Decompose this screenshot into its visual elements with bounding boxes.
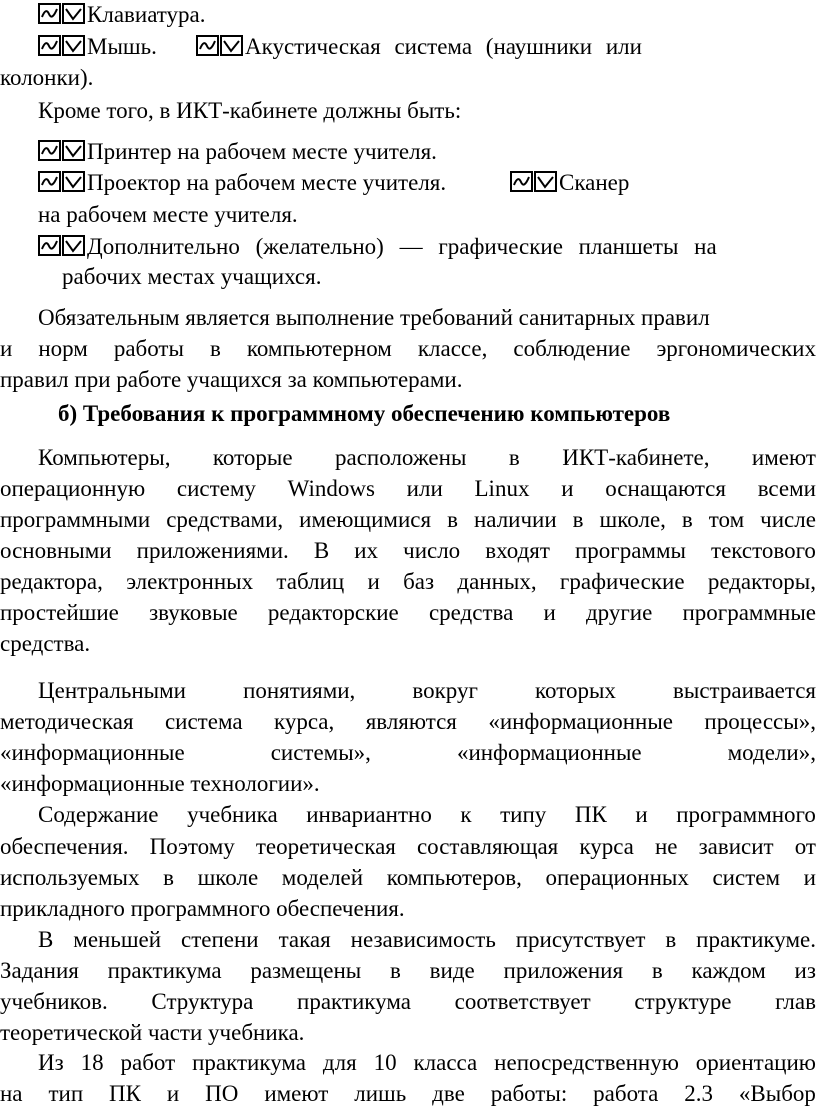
word: том	[708, 507, 745, 532]
word: Linux	[474, 476, 530, 501]
word: работы:	[490, 1081, 568, 1106]
word: модели»,	[727, 740, 816, 765]
bullet-speakers: Акустическая система (наушники или	[196, 32, 700, 62]
word: и	[367, 569, 380, 594]
word: графические	[559, 569, 685, 594]
word: типу	[500, 802, 547, 827]
word: средствами,	[166, 507, 284, 532]
word: глав	[775, 989, 816, 1014]
word: выстраивается	[673, 678, 816, 703]
word: средства	[428, 600, 514, 625]
word: числе	[760, 507, 816, 532]
word: зависит	[698, 834, 774, 859]
para-works-line	[38, 1048, 816, 1078]
word: ИКТ-кабинете,	[562, 445, 710, 470]
word: практикума	[107, 958, 222, 983]
para-concepts-line	[0, 707, 816, 737]
word: программными	[0, 507, 151, 532]
word: программные	[682, 600, 816, 625]
bullet-extra-cont: рабочих местах учащихся.	[62, 264, 322, 289]
word: размещены	[250, 958, 362, 983]
word: В	[38, 927, 54, 952]
word: Windows	[287, 476, 375, 501]
word: имеют	[751, 445, 816, 470]
word: теоретическая	[255, 834, 396, 859]
bullet-mouse: Мышь.	[38, 32, 157, 62]
word: Центральными	[38, 678, 186, 703]
bullet-printer: Принтер на рабочем месте учителя.	[38, 137, 437, 167]
word: независимость	[350, 927, 496, 952]
word: Задания	[0, 958, 79, 983]
word: моделей	[281, 865, 364, 890]
word: приложения	[503, 958, 624, 983]
word: в	[572, 507, 584, 532]
word: программного	[676, 802, 816, 827]
word: их	[354, 538, 379, 563]
word: или	[406, 476, 443, 501]
word: учебника	[187, 802, 278, 827]
word: понятиями,	[243, 678, 356, 703]
word: школе	[197, 865, 259, 890]
word: тип	[48, 1081, 84, 1106]
checkbox-icon	[196, 35, 244, 57]
word: практикума	[192, 1050, 306, 1075]
word: виде	[429, 958, 475, 983]
word: непосредственную	[494, 1050, 679, 1075]
bullet-keyboard: Клавиатура.	[38, 0, 206, 30]
word: Содержание	[38, 802, 159, 827]
word: работы	[113, 336, 184, 361]
word: присутствует	[515, 927, 646, 952]
word: ПО	[205, 1081, 239, 1106]
word: компьютерном	[246, 336, 392, 361]
word: от	[794, 834, 816, 859]
word: всеми	[757, 476, 816, 501]
word: «информационные	[488, 709, 673, 734]
para-content-line	[38, 800, 816, 830]
bullet-speakers-cont: колонки).	[0, 65, 94, 90]
checkbox-icon	[38, 3, 86, 25]
word: системы»,	[270, 740, 371, 765]
word: соответствует	[454, 989, 591, 1014]
para-software-line	[0, 474, 816, 504]
bullet-extra: Дополнительно (желательно) — графические планшеты на	[38, 232, 816, 262]
word: которые	[212, 445, 293, 470]
word: редакторы,	[707, 569, 816, 594]
word: редакторские	[267, 600, 399, 625]
word: не	[654, 834, 678, 859]
word: и	[543, 600, 556, 625]
word: работ	[120, 1050, 176, 1075]
word: в	[447, 507, 458, 532]
para-concepts-line: «информационные технологии».	[0, 771, 320, 796]
word: «Выбор	[738, 1081, 816, 1106]
checkbox-icon	[510, 171, 558, 193]
word: простейшие	[0, 600, 119, 625]
word: оснащаются	[605, 476, 726, 501]
word: ПК	[109, 1081, 141, 1106]
bullet-scanner: Сканер	[510, 168, 629, 198]
word: данных,	[457, 569, 537, 594]
word: курса,	[273, 709, 335, 734]
list-intro: Кроме того, в ИКТ-кабинете должны быть:	[38, 98, 462, 123]
word: звуковые	[149, 600, 238, 625]
word: программы	[574, 538, 686, 563]
para-content-line	[0, 832, 816, 862]
word: и	[561, 476, 574, 501]
word: другие	[585, 600, 653, 625]
word: Структура	[151, 989, 254, 1014]
word: составляющая	[416, 834, 559, 859]
word: которых	[535, 678, 616, 703]
word: процессы»,	[704, 709, 816, 734]
word: две	[432, 1081, 465, 1106]
word: к	[460, 802, 472, 827]
word: на	[0, 1081, 23, 1106]
para-sanitary-line	[0, 334, 816, 364]
word: входят	[485, 538, 550, 563]
para-concepts-line	[0, 738, 816, 768]
word: расположены	[335, 445, 467, 470]
word: лишь	[354, 1081, 407, 1106]
word: школе,	[599, 507, 666, 532]
word: используемых	[0, 865, 140, 890]
word: классе,	[417, 336, 488, 361]
word: в	[651, 958, 663, 983]
word: имеют	[264, 1081, 329, 1106]
word: число	[403, 538, 461, 563]
word: такая	[278, 927, 331, 952]
word: в	[508, 445, 520, 470]
word: каждом	[691, 958, 766, 983]
word: практикума	[297, 989, 411, 1014]
word: обеспечения.	[0, 834, 129, 859]
word: баз	[403, 569, 435, 594]
para-software-line: средства.	[0, 631, 91, 656]
word: 2.3	[684, 1081, 713, 1106]
section-heading: б) Требования к программному обеспечению компьютеров	[58, 401, 671, 426]
word: таблиц	[276, 569, 345, 594]
word: систему	[176, 476, 256, 501]
word: и	[166, 1081, 180, 1106]
word: в	[209, 336, 221, 361]
word: приложениями.	[136, 538, 289, 563]
word: «информационные	[0, 740, 185, 765]
word: и	[0, 336, 13, 361]
word: текстового	[711, 538, 816, 563]
word: Поэтому	[149, 834, 235, 859]
word: инвариантно	[306, 802, 432, 827]
word: вокруг	[412, 678, 478, 703]
word: систем	[712, 865, 781, 890]
para-software-line	[0, 598, 816, 628]
word: и	[635, 802, 648, 827]
word: операционную	[0, 476, 146, 501]
word: работа	[593, 1081, 659, 1106]
word: учебников.	[0, 989, 108, 1014]
checkbox-icon	[38, 35, 86, 57]
para-content-line: прикладного программного обеспечения.	[0, 896, 405, 921]
word: соблюдение	[513, 336, 631, 361]
word: Компьютеры,	[38, 445, 171, 470]
word: эргономических	[656, 336, 816, 361]
para-practicum-line: теоретической части учебника.	[0, 1020, 305, 1045]
word: в	[390, 958, 401, 983]
word: степени	[181, 927, 259, 952]
word: ПК	[574, 802, 607, 827]
word: электронных	[126, 569, 254, 594]
word: являются	[365, 709, 457, 734]
word: Из	[38, 1050, 64, 1075]
word: класса	[413, 1050, 478, 1075]
word: 10	[373, 1050, 397, 1075]
word: практикуме.	[696, 927, 816, 952]
checkbox-icon	[38, 140, 86, 162]
word: из	[794, 958, 816, 983]
word: норм	[38, 336, 88, 361]
word: меньшей	[73, 927, 162, 952]
para-works-line	[0, 1079, 816, 1109]
para-practicum-line	[0, 956, 816, 986]
word: для	[322, 1050, 357, 1075]
word: ориентацию	[695, 1050, 816, 1075]
para-content-line	[0, 863, 816, 893]
checkbox-icon	[38, 171, 86, 193]
para-software-line	[0, 505, 816, 535]
word: имеющимися	[299, 507, 432, 532]
word: основными	[0, 538, 112, 563]
checkbox-icon	[38, 235, 86, 257]
word: операционных	[545, 865, 689, 890]
word: «информационные	[456, 740, 642, 765]
word: 18	[80, 1050, 104, 1075]
para-software-line	[0, 536, 816, 566]
word: В	[313, 538, 330, 563]
bullet-projector: Проектор на рабочем месте учителя.	[38, 168, 446, 198]
word: в	[163, 865, 174, 890]
word: компьютеров,	[386, 865, 522, 890]
word: курса	[579, 834, 634, 859]
word: наличии	[473, 507, 557, 532]
para-sanitary-line: Обязательным является выполнение требований санитарных правил	[38, 305, 710, 330]
para-practicum-line	[38, 925, 816, 955]
word: методическая	[0, 709, 134, 734]
bullet-scanner-cont: на рабочем месте учителя.	[38, 202, 298, 227]
para-sanitary-line: правил при работе учащихся за компьютерами.	[0, 367, 463, 392]
word: и	[803, 865, 816, 890]
para-software-line	[0, 567, 816, 597]
word: система	[164, 709, 243, 734]
para-practicum-line	[0, 987, 816, 1017]
word: в	[665, 927, 677, 952]
para-concepts-line	[38, 676, 816, 706]
para-software-line	[38, 443, 816, 473]
word: редактора,	[0, 569, 103, 594]
word: в	[681, 507, 693, 532]
word: структуре	[634, 989, 732, 1014]
